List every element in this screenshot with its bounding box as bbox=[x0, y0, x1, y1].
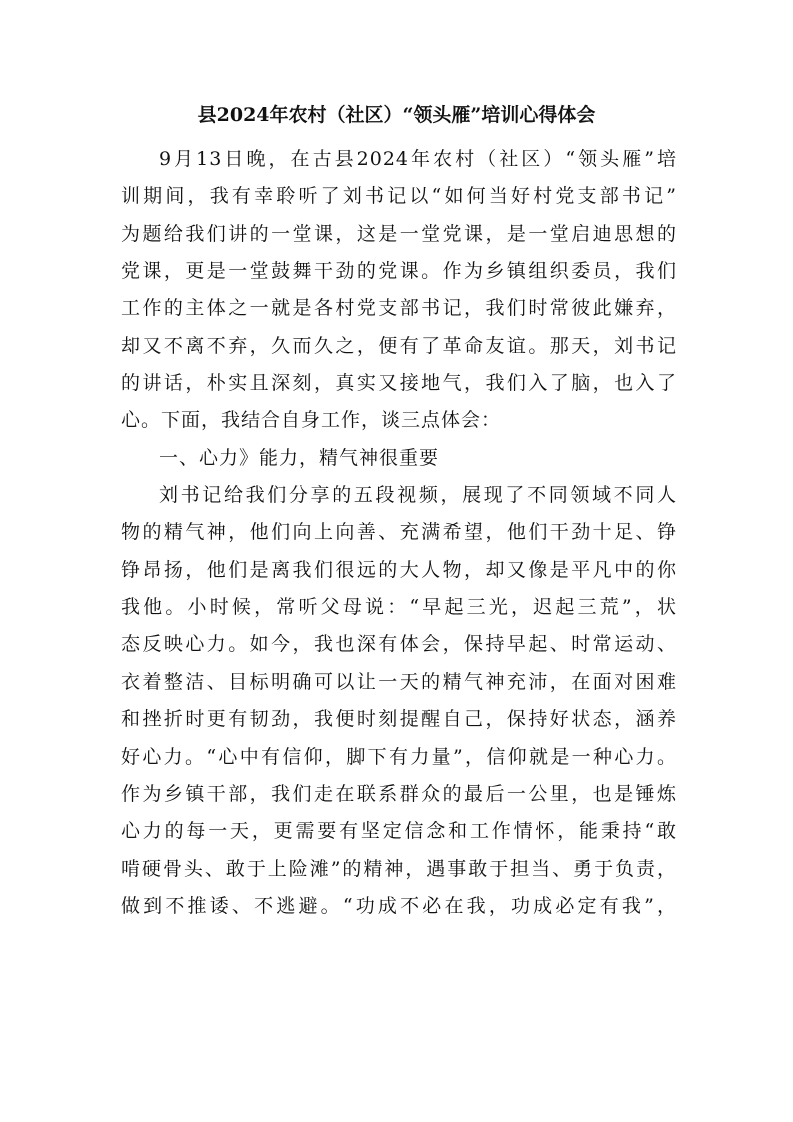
text-line: 态反映心力。如今，我也深有体会，保持早起、时常运动、 bbox=[121, 633, 677, 656]
text-line: 为题给我们讲的一堂课，这是一堂党课，是一堂启迪思想的 bbox=[121, 222, 677, 245]
text-line: 刘书记给我们分享的五段视频，展现了不同领域不同人 bbox=[159, 484, 677, 507]
text-line: 工作的主体之一就是各村党支部书记，我们时常彼此嫌弃， bbox=[121, 297, 677, 320]
text-line: 一、心力》能力，精气神很重要 bbox=[159, 446, 440, 469]
text-line: 心力的每一天，更需要有坚定信念和工作情怀，能秉持“敢 bbox=[121, 820, 677, 843]
text-line: 9月13日晚，在古县2024年农村（社区）“领头雁”培 bbox=[159, 148, 677, 170]
text-line: 啃硬骨头、敢于上险滩”的精神，遇事敢于担当、勇于负责， bbox=[121, 857, 677, 880]
text-line: 物的精气神，他们向上向善、充满希望，他们干劲十足、铮 bbox=[121, 521, 677, 544]
text-line: 却又不离不弃，久而久之，便有了革命友谊。那天，刘书记 bbox=[121, 334, 677, 357]
text-line: 做到不推诿、不逃避。“功成不必在我，功成必定有我”， bbox=[121, 894, 677, 917]
text-line: 的讲话，朴实且深刻，真实又接地气，我们入了脑，也入了 bbox=[121, 372, 677, 395]
document-body bbox=[121, 141, 677, 925]
text-line: 好心力。“心中有信仰，脚下有力量”，信仰就是一种心力。 bbox=[121, 745, 677, 768]
text-line: 党课，更是一堂鼓舞干劲的党课。作为乡镇组织委员，我们 bbox=[121, 260, 677, 283]
text-line: 衣着整洁、目标明确可以让一天的精气神充沛，在面对困难 bbox=[121, 670, 677, 693]
text-line: 铮昂扬，他们是离我们很远的大人物，却又像是平凡中的你 bbox=[121, 558, 677, 581]
text-line: 作为乡镇干部，我们走在联系群众的最后一公里，也是锤炼 bbox=[121, 782, 677, 805]
text-line: 心。下面，我结合自身工作，谈三点体会： bbox=[121, 409, 502, 432]
document-title: 县2024年农村（社区）“领头雁”培训心得体会 bbox=[197, 104, 596, 126]
text-line: 训期间，我有幸聆听了刘书记以“如何当好村党支部书记” bbox=[121, 185, 677, 208]
text-line: 我他。小时候，常听父母说：“早起三光，迟起三荒”，状 bbox=[121, 596, 677, 619]
text-line: 和挫折时更有韧劲，我便时刻提醒自己，保持好状态，涵养 bbox=[121, 708, 677, 731]
